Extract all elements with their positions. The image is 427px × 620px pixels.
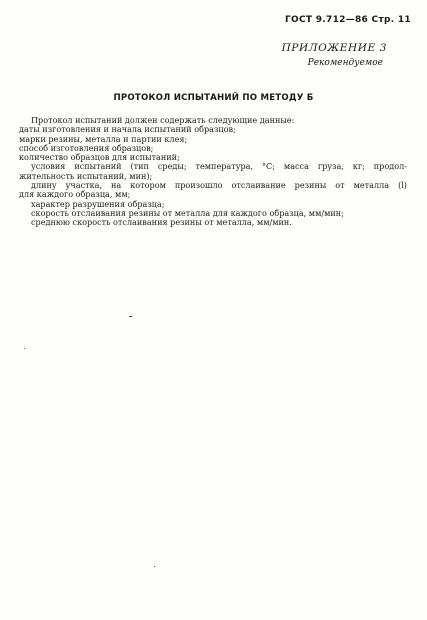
word: масса (283, 161, 309, 172)
word: (тип (130, 161, 149, 172)
word: среды; (157, 161, 187, 172)
appendix-title: ПРИЛОЖЕНИЕ 3 (281, 42, 387, 54)
appendix-subtitle: Рекомендуемое (307, 58, 383, 68)
word: на (111, 180, 122, 191)
conditions-line (19, 162, 407, 171)
word: груза, (317, 161, 344, 172)
word: кг; (352, 161, 365, 172)
appendix-block (282, 42, 387, 68)
document-title: ПРОТОКОЛ ИСПЫТАНИЙ ПО МЕТОДУ Б (113, 93, 314, 103)
protocol-body (19, 116, 407, 228)
word: от (335, 180, 345, 191)
word: (l) (398, 180, 407, 191)
list-item: даты изготовления и начала испытаний образцов; (19, 125, 236, 135)
conditions-continuation: жительность испытаний, мин); (19, 171, 153, 181)
word: продол- (373, 161, 407, 172)
word: участка, (65, 180, 103, 191)
word: металла (353, 180, 390, 191)
list-item: характер разрушения образца; (31, 199, 165, 209)
scan-speck (24, 348, 25, 349)
length-line (19, 181, 407, 190)
word: произошло (174, 180, 223, 191)
length-continuation: для каждого образца, мм; (19, 190, 131, 200)
word: длину (31, 180, 57, 191)
word: °С; (262, 161, 275, 172)
list-item: способ изготовления образцов; (19, 143, 154, 153)
list-item: количество образцов для испытаний; (19, 153, 180, 163)
word: условия (31, 161, 66, 172)
page-header-reference: ГОСТ 9.712—86 Стр. 11 (284, 15, 411, 25)
scan-speck (154, 566, 155, 567)
word: отслаивание (231, 180, 286, 191)
word: резины (294, 180, 327, 191)
intro-line: Протокол испытаний должен содержать следующие данные: (31, 116, 295, 125)
scan-speck (129, 316, 132, 317)
list-item: марки резины, металла и партии клея; (19, 134, 188, 144)
list-item: скорость отслаивания резины от металла для каждого образца, мм/мин; (31, 208, 344, 218)
list-item: среднюю скорость отслаивания резины от металла, мм/мин. (31, 218, 292, 228)
word: котором (130, 180, 166, 191)
word: испытаний (74, 161, 122, 172)
word: температура, (195, 161, 254, 172)
